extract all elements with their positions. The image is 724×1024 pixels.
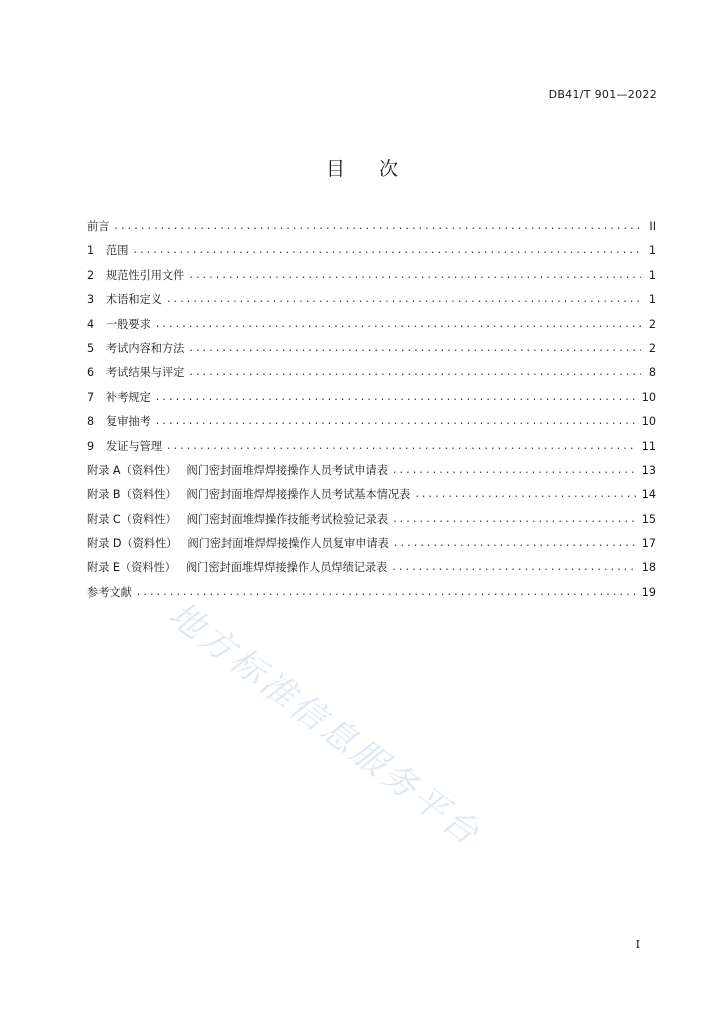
toc-entry-page: 18 [641,561,656,575]
toc-entry-7[interactable] [87,389,656,413]
toc-dot-leader [393,463,637,476]
toc-entry-number: 8 [87,415,95,429]
toc-entry-page: 8 [648,366,656,380]
toc-entry-label: 发证与管理 [106,439,162,453]
toc-entry-label: 补考规定 [106,390,151,404]
toc-entry-label: 规范性引用文件 [106,268,185,282]
toc-dot-leader [133,243,641,256]
toc-dot-leader [114,219,641,232]
toc-dot-leader [137,585,637,598]
toc-entry-references[interactable] [87,584,656,608]
toc-entry-page: 2 [648,341,656,355]
toc-entry-number: 5 [87,341,95,355]
toc-dot-leader [167,292,641,305]
toc-entry-page: 2 [648,317,656,331]
toc-entry-annex-a[interactable] [87,462,656,486]
toc-entry-label: 考试内容和方法 [106,341,185,355]
toc-annex-tag: 附录 A（资料性） [87,463,177,477]
toc-entry-label: 复审抽考 [106,415,151,429]
toc-dot-leader [189,365,641,378]
toc-entry-label: 阀门密封面堆焊焊接操作人员焊绩记录表 [185,561,388,575]
toc-dot-leader [189,341,641,354]
toc-dot-leader [156,414,637,427]
toc-entry-2[interactable] [87,267,656,291]
page-title: 目次 [325,158,432,180]
toc-entry-label: 一般要求 [106,317,151,331]
toc-entry-page: 17 [641,537,656,551]
watermark: 地方标准信息服务平台 [161,594,489,856]
toc-entry-page: 10 [641,390,656,404]
document-code: DB41/T 901—2022 [548,88,657,101]
toc-dot-leader [392,560,636,573]
toc-entry-label: 考试结果与评定 [106,366,185,380]
toc-dot-leader [156,390,637,403]
toc-entry-page: 14 [641,488,656,502]
toc-entry-label: 阀门密封面堆焊焊接操作人员考试申请表 [186,463,388,477]
toc-dot-leader [189,268,641,281]
toc-entry-label: 术语和定义 [106,293,162,307]
toc-entry-number: 6 [87,366,95,380]
toc-entry-9[interactable] [87,438,656,462]
toc-entry-number: 9 [87,439,95,453]
toc-annex-tag: 附录 C（资料性） [87,512,177,526]
toc-annex-tag: 附录 E（资料性） [87,561,176,575]
toc-entry-foreword[interactable] [87,218,656,242]
toc-entry-3[interactable] [87,291,656,315]
toc-dot-leader [393,512,637,525]
toc-entry-page: 11 [641,439,656,453]
toc-entry-number: 3 [87,293,95,307]
toc-entry-label: 范围 [106,244,129,258]
toc-entry-1[interactable] [87,242,656,266]
toc-entry-page: II [649,220,656,233]
toc-entry-6[interactable] [87,364,656,388]
toc-entry-label: 阀门密封面堆焊焊接操作人员考试基本情况表 [186,488,411,502]
toc-dot-leader [167,439,637,452]
toc-entry-page: 15 [641,512,656,526]
toc-annex-tag: 附录 B（资料性） [87,488,177,502]
toc-entry-page: 1 [648,268,656,282]
toc-entry-8[interactable] [87,413,656,437]
toc-entry-page: 19 [641,585,656,599]
toc-entry-number: 2 [87,268,95,282]
toc-entry-label: 前言 [87,220,110,233]
toc-entry-number: 1 [87,244,95,258]
toc-entry-annex-c[interactable] [87,511,656,535]
toc-entry-label: 阀门密封面堆焊焊接操作人员复审申请表 [187,537,389,551]
toc-entry-label: 参考文献 [87,585,132,599]
page-number: I [635,938,640,951]
toc-entry-page: 13 [641,463,656,477]
toc-entry-page: 1 [648,293,656,307]
toc-entry-page: 10 [641,415,656,429]
toc-entry-4[interactable] [87,316,656,340]
toc-dot-leader [415,487,636,500]
toc-entry-label: 阀门密封面堆焊操作技能考试检验记录表 [186,512,389,526]
toc-entry-annex-e[interactable] [87,559,656,583]
toc-entry-number: 4 [87,317,95,331]
table-of-contents [87,218,656,608]
toc-entry-page: 1 [648,244,656,258]
toc-annex-tag: 附录 D（资料性） [87,537,178,551]
toc-dot-leader [394,536,637,549]
toc-dot-leader [156,317,641,330]
toc-entry-annex-b[interactable] [87,486,656,510]
toc-entry-annex-d[interactable] [87,535,656,559]
toc-entry-number: 7 [87,390,95,404]
toc-entry-5[interactable] [87,340,656,364]
